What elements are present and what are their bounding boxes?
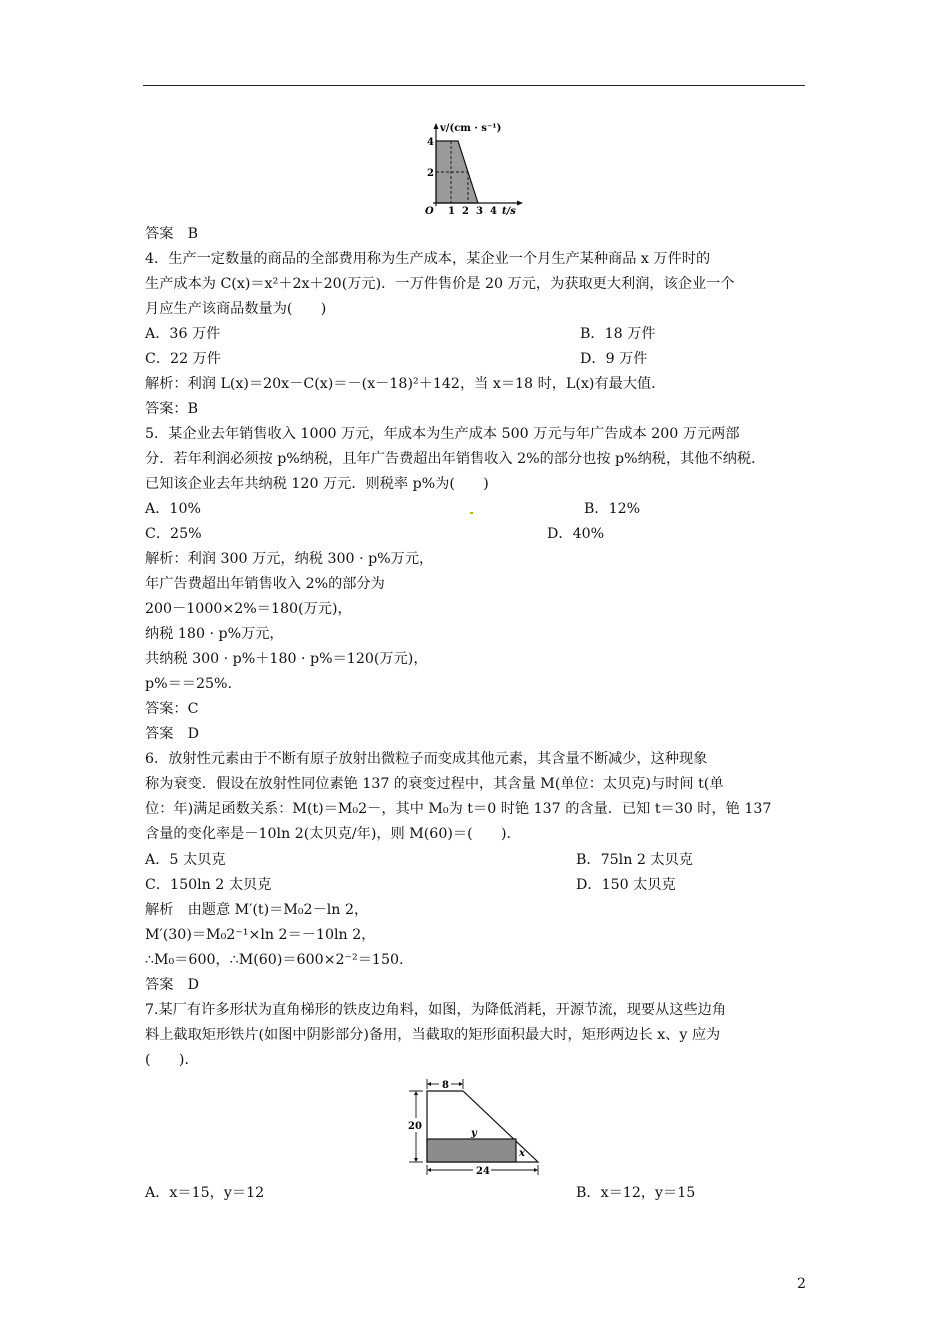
graph-x-label: t/s: [502, 206, 516, 217]
solution-line: ∴M₀＝600，∴M(60)＝600×2⁻²＝150.: [145, 952, 404, 968]
graph-y-tick: 4: [427, 137, 434, 148]
bottom-label: 24: [476, 1166, 490, 1177]
question-4-text: 月应生产该商品数量为( ): [145, 301, 327, 317]
question-6-text: 6．放射性元素由于不断有原子放射出微粒子而变成其他元素，其含量不断减少，这种现象: [145, 751, 708, 767]
question-4-text: 生产成本为 C(x)＝x²＋2x＋20(万元)．一万件售价是 20 万元，为获取更大利润，该企业一个: [145, 276, 735, 292]
answer-line: 答案：B: [145, 401, 198, 417]
left-label: 20: [408, 1121, 422, 1132]
solution-line: M′(30)＝M₀2⁻¹×ln 2＝－10ln 2，: [145, 927, 376, 943]
stray-mark: [470, 512, 473, 514]
x-label: x: [519, 1148, 525, 1159]
header-rule: [143, 85, 805, 86]
question-5-text: 分．若年利润必须按 p%纳税，且年广告费超出年销售收入 2%的部分也按 p%纳税，其他不纳税．: [145, 451, 766, 467]
solution-line: 解析 由题意 M′(t)＝M₀2－ln 2，: [145, 902, 369, 918]
graph-x-tick: 3: [476, 206, 483, 217]
solution-line: 共纳税 300 · p%＋180 · p%＝120(万元)，: [145, 651, 428, 667]
option-a: A．x＝15，y＝12: [145, 1185, 265, 1201]
solution-line: 解析：利润 L(x)＝20x－C(x)＝－(x－18)²＋142，当 x＝18 时，L(x)有最大值．: [145, 376, 666, 392]
question-6-text: 含量的变化率是－10ln 2(太贝克/年)，则 M(60)＝( )．: [145, 826, 521, 842]
question-6-text: 称为衰变．假设在放射性同位素铯 137 的衰变过程中，其含量 M(单位：太贝克)与时间 t(单: [145, 776, 724, 792]
solution-line: 纳税 180 · p%万元，: [145, 626, 284, 642]
solution-line: 年广告费超出年销售收入 2%的部分为: [145, 576, 385, 592]
graph-x-tick: 1: [448, 206, 455, 217]
graph-y-tick: 2: [427, 168, 434, 179]
page-number: 2: [797, 1276, 806, 1292]
option-a: A．10%: [145, 501, 201, 517]
graph-x-tick: 2: [462, 206, 469, 217]
option-c: C．25%: [145, 526, 202, 542]
option-a: A．5 太贝克: [145, 852, 226, 868]
option-d: D．150 太贝克: [576, 877, 676, 893]
option-b: B．x＝12，y＝15: [576, 1185, 696, 1201]
velocity-time-graph: [420, 118, 530, 218]
option-b: B．18 万件: [580, 326, 656, 342]
question-7-text: 7.某厂有许多形状为直角梯形的铁皮边角料，如图，为降低消耗，开源节流，现要从这些边角: [145, 1002, 727, 1018]
trapezoid-figure: [405, 1075, 550, 1180]
solution-line: p%＝＝25%.: [145, 676, 232, 692]
solution-line: 200－1000×2%＝180(万元)，: [145, 601, 352, 617]
graph-x-tick: 4: [490, 206, 497, 217]
option-c: C．22 万件: [145, 351, 221, 367]
question-6-text: 位：年)满足函数关系：M(t)＝M₀2－，其中 M₀为 t＝0 时铯 137 的含量．已知 t＝30 时，铯 137: [145, 801, 772, 817]
option-a: A．36 万件: [145, 326, 221, 342]
option-d: D．40%: [547, 526, 605, 542]
question-4-text: 4．生产一定数量的商品的全部费用称为生产成本，某企业一个月生产某种商品 x 万件时的: [145, 251, 711, 267]
option-d: D．9 万件: [580, 351, 648, 367]
question-7-text: ( )．: [145, 1052, 199, 1068]
option-b: B．75ln 2 太贝克: [576, 852, 693, 868]
graph-origin: O: [425, 206, 434, 217]
option-c: C．150ln 2 太贝克: [145, 877, 272, 893]
solution-line: 解析：利润 300 万元，纳税 300 · p%万元，: [145, 551, 434, 567]
answer-line: 答案 D: [145, 977, 199, 993]
question-7-text: 料上截取矩形铁片(如图中阴影部分)备用，当截取的矩形面积最大时，矩形两边长 x、y 应为: [145, 1027, 721, 1043]
question-5-text: 5．某企业去年销售收入 1000 万元，年成本为生产成本 500 万元与年广告成本 200 万元两部: [145, 426, 740, 442]
question-5-text: 已知该企业去年共纳税 120 万元．则税率 p%为( ): [145, 476, 489, 492]
y-label: y: [471, 1128, 477, 1139]
answer-line: 答案 D: [145, 726, 199, 742]
graph-y-label: v/(cm · s⁻¹): [440, 123, 502, 134]
shaded-rectangle: [427, 1139, 516, 1162]
top-label: 8: [442, 1080, 449, 1091]
option-b: B．12%: [584, 501, 641, 517]
answer-line: 答案：C: [145, 701, 199, 717]
answer-line: 答案 B: [145, 226, 198, 242]
